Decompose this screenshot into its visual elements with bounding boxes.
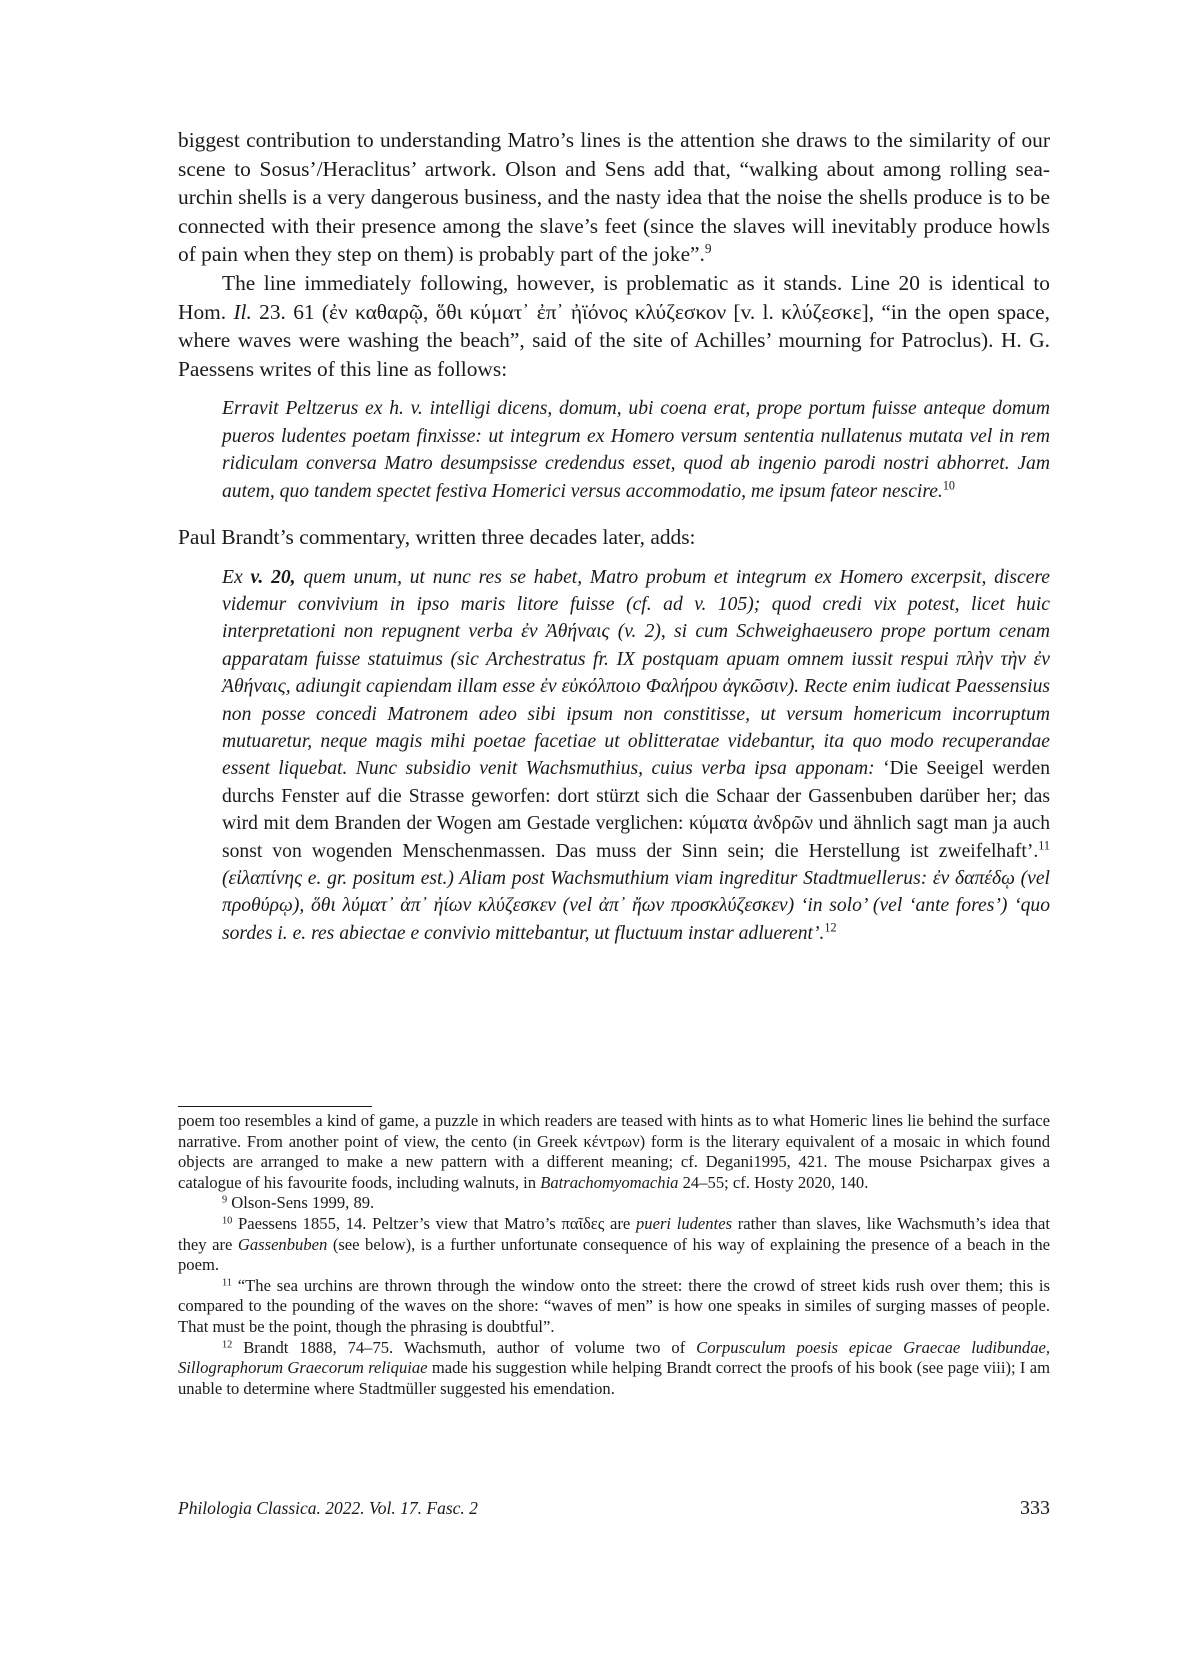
page-number: 333 (1020, 1497, 1050, 1519)
footnote-ref-11: 11 (1038, 838, 1050, 853)
footnote-10-text: Paessens 1855, 14. Peltzer’s view that Matro’s παῖδες are (237, 1213, 636, 1233)
paragraph-2-text: The line immediately following, however, is problematic as it stands. Line 20 is identical to Hom. (178, 270, 1050, 324)
block-quote-paessens (222, 395, 1050, 505)
footnote-ref-12: 12 (824, 920, 837, 935)
page-footer (178, 1497, 1050, 1520)
quote-brandt-text: quem unum, ut nunc res se habet, Matro probum et integrum ex Homero excerpsit, discere videmur convivium in ipso maris litore fuisse (cf. ad v. 105); quod credi vix potest, licet huic interpretationi non repugnent verba ἐν Ἀθήναις (v. 2), si cum Schweighaeusero prope portum cenam apparatam fuisse statuimus (sic Archestratus fr. IX postquam apuam omnem iussit respui πλὴν τὴν ἐν Ἀθήναις, adiungit capiendam illam esse ἐν εὐκόλποιο Φαλήρου ἀγκῶσιν). Recte enim iudicat Paessensius non posse concedi Matronem adeo sibi ipsum non constitisse, ut versum homericum incorruptum mutuaretur, neque magis mihi poetae facetiae ut oblitteratae videbantur, ita quo modo recuperandae essent liquebat. Nunc subsidio venit Wachsmuthius, cuius verba ipsa apponam: (222, 566, 1050, 780)
footnote-12-text-2: made his suggestion while helping Brandt correct the proofs of his book (see page viii); I am unable to determine where Stadtmüller suggested his emendation. (178, 1358, 1050, 1398)
footnote-10-italic-1: pueri ludentes (636, 1213, 733, 1233)
footnote-12-text: Brandt 1888, 74–75. Wachsmuth, author of volume two of (243, 1337, 697, 1357)
paragraph-1 (178, 126, 1050, 269)
quote-brandt-text-cont: (εἰλαπίνης e. gr. positum est.) Aliam post Wachsmuthium viam ingreditur Stadtmuellerus: ἐν δαπέδῳ (vel προθύρῳ), ὅθι λύματ᾽ ἀπ᾽ ἠίων κλύζεσκεν (vel ἀπ᾽ ἤων προσκλύζεσκεν) ‘in solo’ (vel ‘ante fores’) ‘quo sordes i. e. res abiectae e convivio mittebantur, ut fluctuum instar adluerent’. (222, 868, 1050, 944)
footnote-ref-9: 9 (704, 241, 712, 257)
footnote-10-text-3: (see below), is a further unfortunate consequence of his way of explaining the presence of a beach in the poem. (178, 1234, 1050, 1275)
quote-brandt-verse-ref: v. 20, (250, 566, 296, 588)
footnote-rule (178, 1106, 372, 1107)
quote-paessens-text: Erravit Peltzerus ex h. v. intelligi dicens, domum, ubi coena erat, prope portum fuisse anteque domum pueros ludentes poetam finxisse: ut integrum ex Homero versum sententia nullatenus mutata vel in rem ridiculam conversa Matro desumpsisse credendus esset, quod ab ingenio parodi nostri abhorret. Jam autem, quo tandem spectet festiva Homerici versus accommodatio, me ipsum fateor nescire. (222, 398, 1050, 502)
footnote-10-text-2: rather than slaves, like Wachsmuth’s idea that they are (178, 1213, 1050, 1254)
footnote-continued (178, 1111, 1050, 1193)
paragraph-1-text: biggest contribution to understanding Matro’s lines is the attention she draws to the similarity of our scene to Sosus’/Heraclitus’ artwork. Olson and Sens add that, “walking about among rolling sea-urchin shells is a very dangerous business, and the nasty idea that the noise the shells produce is to be connected with their presence among the slave’s feet (since the slaves will inevitably produce howls of pain when they step on them) is probably part of the joke”. (178, 128, 1050, 267)
footnote-10-number: 10 (222, 1215, 233, 1227)
main-text (178, 126, 1050, 965)
block-quote-brandt (222, 564, 1050, 948)
quote-wachsmuth-german: ‘Die Seeigel werden durchs Fenster auf die Strasse geworfen: dort stürzt sich die Schaar der Gassenbuben darüber her; das wird mit dem Branden der Wogen am Gestade verglichen: κύματα ἀνδρῶν und ähnlich sagt man ja auch sonst von wogenden Menschenmassen. Das muss der Sinn sein; die Herstellung ist zweifelhaft’. (222, 758, 1050, 862)
footnote-continued-text-end: 24–55; cf. Hosty 2020, 140. (678, 1172, 869, 1192)
footnote-12 (178, 1338, 1050, 1400)
footnote-10-italic-2: Gassenbuben (237, 1234, 328, 1254)
footnote-9-text: Olson-Sens 1999, 89. (231, 1193, 375, 1213)
footnote-11 (178, 1276, 1050, 1338)
journal-citation: Philologia Classica. 2022. Vol. 17. Fasc. 2 (178, 1498, 478, 1518)
footnote-9 (178, 1193, 1050, 1214)
footnote-9-number: 9 (222, 1194, 228, 1206)
footnote-ref-10: 10 (942, 478, 955, 493)
paragraph-2 (178, 269, 1050, 383)
footnote-continued-text: poem too resembles a kind of game, a puzzle in which readers are teased with hints as to what Homeric lines lie behind the surface narrative. From another point of view, the cento (in Greek κέντρων) form is the literary equivalent of a mosaic in which found objects are arranged to make a new pattern with a different meaning; cf. Degani1995, 421. The mouse Psicharpax gives a catalogue of his favourite foods, including walnuts, in (178, 1111, 1050, 1192)
footnote-12-number: 12 (222, 1338, 233, 1350)
quote-brandt-ex: Ex (222, 566, 251, 588)
paragraph-2-text-cont: 23. 61 (ἐν καθαρῷ, ὅθι κύματ᾽ ἐπ᾽ ἠϊόνος κλύζεσκον [v. l. κλύζεσκε], “in the open space, where waves were washing the beach”, said of the site of Achilles’ mourning for Patroclus). H. G. Paessens writes of this line as follows: (178, 299, 1050, 381)
footnote-11-text: “The sea urchins are thrown through the window onto the street: there the crowd of street kids rush over them; this is compared to the pounding of the waves on the shore: “waves of men” is how one speaks in similes of surging masses of people. That must be the point, though the phrasing is doubtful”. (178, 1275, 1050, 1336)
footnote-11-number: 11 (222, 1277, 232, 1289)
batrachomyomachia-title: Batrachomyomachia (540, 1172, 679, 1192)
footnote-12-italic: Corpusculum poesis epicae Graecae ludibundae, Sillographorum Graecorum reliquiae (178, 1337, 1051, 1378)
iliad-abbrev: Il. (233, 299, 252, 324)
footnote-10 (178, 1214, 1050, 1276)
footnotes (178, 1111, 1050, 1399)
paragraph-3: Paul Brandt’s commentary, written three decades later, adds: (178, 524, 696, 549)
